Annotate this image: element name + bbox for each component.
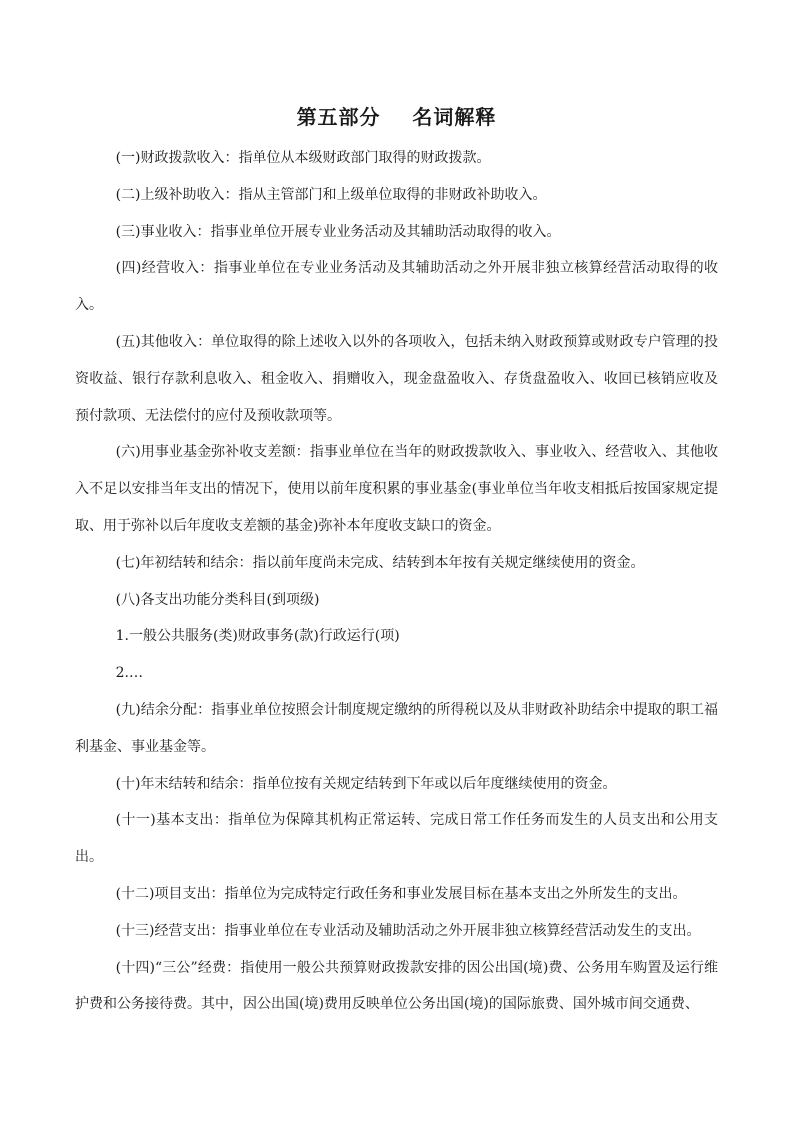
paragraph-business-income: (三)事业收入：指事业单位开展专业业务活动及其辅助活动取得的收入。 [115,223,561,240]
paragraph-operating-income: (四)经营收入：指事业单位在专业业务活动及其辅助活动之外开展非独立核算经营活动取得的收入。 [75,260,718,314]
paragraph-expenditure-classification: (八)各支出功能分类科目(到项级) [115,591,320,608]
paragraph-other-income: (五)其他收入：单位取得的除上述收入以外的各项收入，包括未纳入财政预算或财政专户管理的投资收益、银行存款利息收入、租金收入、捐赠收入，现金盘盈收入、存货盘盈收入、收回已核销应收及预付款项、无法偿付的应付及预收款项等。 [75,333,718,424]
paragraph-beginning-carryover: (七)年初结转和结余：指以前年度尚未完成、结转到本年按有关规定继续使用的资金。 [115,554,645,571]
paragraph-fiscal-appropriation-income: (一)财政拨款收入：指单位从本级财政部门取得的财政拨款。 [115,150,491,166]
paragraph-superior-subsidy-income: (二)上级补助收入：指从主管部门和上级单位取得的非财政补助收入。 [115,186,547,203]
paragraph-project-expenditure: (十二)项目支出：指单位为完成特定行政任务和事业发展目标在基本支出之外所发生的支出。 [115,885,687,902]
page-title: 第五部分 名词解释 [296,105,497,129]
paragraph-three-public-expenses: (十四)“三公”经费：指使用一般公共预算财政拨款安排的因公出国(境)费、公务用车购置及运行维护费和公务接待费。其中，因公出国(境)费用反映单位公务出国(境)的国际旅费、国外城市间交通费、 [75,959,718,1013]
document-body [75,140,718,1023]
paragraph-surplus-distribution: (九)结余分配：指事业单位按照会计制度规定缴纳的所得税以及从非财政补助结余中提取的职工福利基金、事业基金等。 [75,701,718,755]
paragraph-operating-expenditure: (十三)经营支出：指事业单位在专业活动及辅助活动之外开展非独立核算经营活动发生的支出。 [115,922,701,939]
paragraph-year-end-carryover: (十)年末结转和结余：指单位按有关规定结转到下年或以后年度继续使用的资金。 [115,775,617,792]
paragraph-classification-item-2: 2.… [115,665,143,682]
paragraph-business-fund-offset: (六)用事业基金弥补收支差额：指事业单位在当年的财政拨款收入、事业收入、经营收入、其他收入不足以安排当年支出的情况下，使用以前年度积累的事业基金(事业单位当年收支相抵后按国家规定提取、用于弥补以后年度收支差额的基金)弥补本年度收支缺口的资金。 [75,444,718,534]
paragraph-classification-item-1: 1.一般公共服务(类)财政事务(款)行政运行(项) [115,628,400,645]
paragraph-basic-expenditure: (十一)基本支出：指单位为保障其机构正常运转、完成日常工作任务而发生的人员支出和公用支出。 [75,812,718,866]
